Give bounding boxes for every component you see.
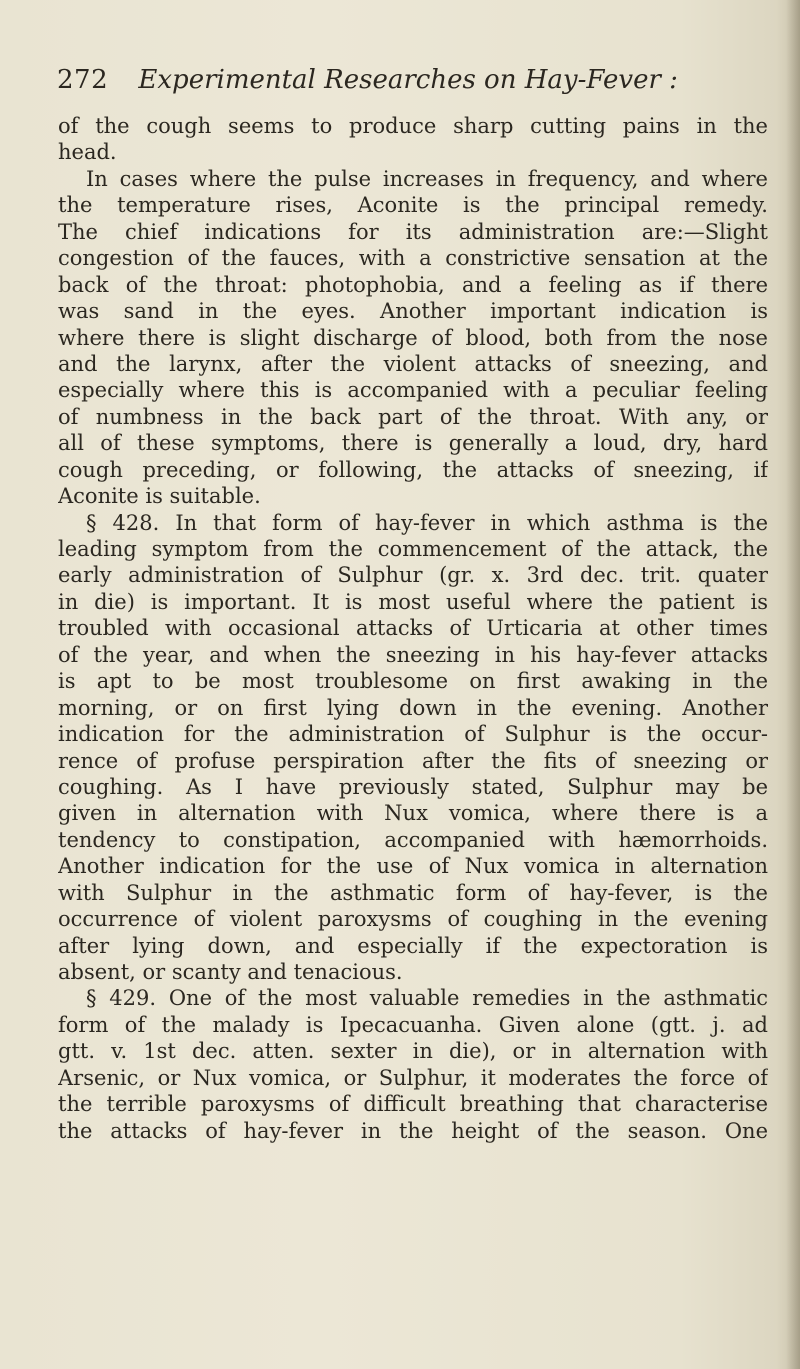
running-head: [57, 60, 757, 100]
text-line: where there is slight discharge of blood, both from the nose: [58, 325, 768, 350]
text-line: after lying down, and especially if the expectoration is: [58, 933, 768, 958]
text-line: Another indication for the use of Nux vomica in alternation: [58, 854, 768, 879]
text-line: cough preceding, or following, the attacks of sneezing, if: [58, 457, 768, 482]
text-line: the attacks of hay-fever in the height of the season. One: [58, 1118, 768, 1143]
text-line: Aconite is suitable.: [58, 484, 261, 509]
text-line: given in alternation with Nux vomica, where there is a: [58, 801, 768, 826]
text-line: § 428. In that form of hay-fever in which asthma is the: [86, 510, 768, 535]
text-line: The chief indications for its administration are:—Slight: [58, 219, 768, 244]
text-line: gtt. v. 1st dec. atten. sexter in die), or in alternation with: [58, 1039, 768, 1064]
text-line: all of these symptoms, there is generally a loud, dry, hard: [58, 431, 768, 456]
text-line: Arsenic, or Nux vomica, or Sulphur, it moderates the force of: [58, 1065, 768, 1090]
text-line: of the cough seems to produce sharp cutting pains in the: [58, 114, 768, 138]
page-number: 272: [57, 65, 109, 95]
text-line: with Sulphur in the asthmatic form of hay-fever, is the: [58, 880, 768, 905]
text-line: of the year, and when the sneezing in his hay-fever attacks: [58, 642, 768, 667]
text-line: in die) is important. It is most useful where the patient is: [58, 589, 768, 614]
body-text: [58, 113, 768, 1144]
text-line: form of the malady is Ipecacuanha. Given alone (gtt. j. ad: [58, 1012, 768, 1037]
text-line: tendency to constipation, accompanied with hæmorrhoids.: [58, 827, 768, 852]
text-line: is apt to be most troublesome on first awaking in the: [58, 669, 768, 694]
text-line: head.: [58, 140, 117, 165]
text-line: congestion of the fauces, with a constrictive sensation at the: [58, 246, 768, 271]
text-line: § 429. One of the most valuable remedies in the asthmatic: [86, 986, 768, 1011]
page-edge-shadow: [786, 0, 800, 1369]
text-line: and the larynx, after the violent attacks of sneezing, and: [58, 351, 768, 376]
text-line: morning, or on first lying down in the evening. Another: [58, 695, 768, 720]
text-line: rence of profuse perspiration after the fits of sneezing or: [58, 748, 768, 773]
running-title: Experimental Researches on Hay-Fever :: [138, 65, 678, 95]
text-line: indication for the administration of Sulphur is the occur-: [58, 722, 768, 747]
text-line: In cases where the pulse increases in frequency, and where: [86, 166, 768, 191]
text-line: coughing. As I have previously stated, Sulphur may be: [58, 774, 768, 799]
text-line: the temperature rises, Aconite is the principal remedy.: [58, 193, 768, 218]
text-line: troubled with occasional attacks of Urticaria at other times: [58, 616, 768, 641]
text-line: occurrence of violent paroxysms of coughing in the evening: [58, 907, 768, 932]
text-line: leading symptom from the commencement of the attack, the: [58, 537, 768, 561]
text-line: was sand in the eyes. Another important indication is: [58, 299, 768, 324]
text-line: early administration of Sulphur (gr. x. 3rd dec. trit. quater: [58, 563, 768, 588]
text-line: back of the throat: photophobia, and a feeling as if there: [58, 272, 768, 297]
text-line: especially where this is accompanied with a peculiar feeling: [58, 378, 768, 403]
text-line: of numbness in the back part of the throat. With any, or: [58, 404, 768, 429]
text-line: absent, or scanty and tenacious.: [58, 960, 403, 984]
text-line: the terrible paroxysms of difficult breathing that characterise: [58, 1092, 768, 1117]
